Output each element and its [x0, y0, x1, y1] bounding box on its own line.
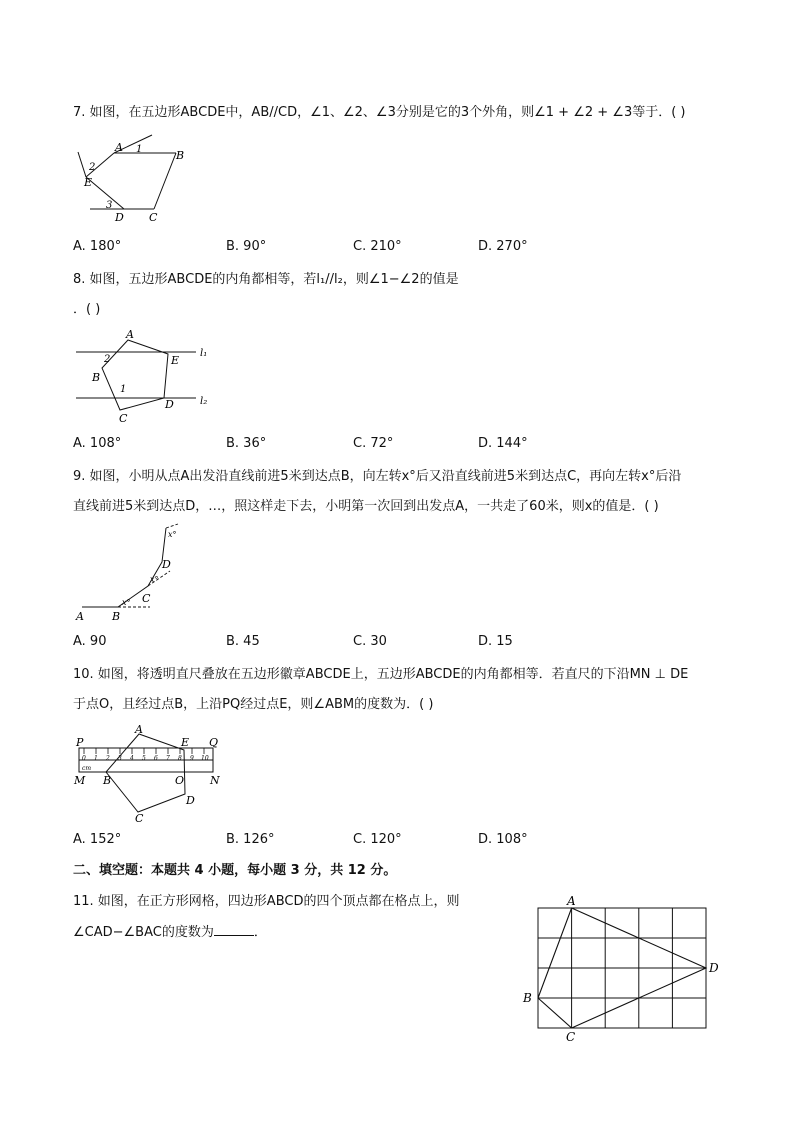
- q8-stem-line1: 8. 如图，五边形ABCDE的内角都相等，若l₁//l₂，则∠1−∠2的值是: [73, 272, 459, 287]
- q8-label-l2: l₂: [200, 396, 208, 407]
- q7-edge-bc: [154, 153, 176, 209]
- q10-pentagon: [106, 734, 185, 812]
- q8-option-b[interactable]: B. 36°: [226, 436, 267, 451]
- q10-stem-line1: 10. 如图，将透明直尺叠放在五边形徽章ABCDE上，五边形ABCDE的内角都相等．若直尺的下沿MN ⊥ DE: [73, 667, 689, 682]
- q10-option-a[interactable]: A. 152°: [73, 832, 122, 847]
- q7-angle-2: 2: [89, 162, 96, 173]
- q8-angle-2: 2: [104, 354, 111, 365]
- q7-ext-e: [78, 152, 86, 177]
- q11-label-d: D: [709, 961, 719, 975]
- q10-label-e: E: [181, 736, 190, 749]
- q10-tick-7: 7: [166, 755, 170, 762]
- q9-angle-x-b: x°: [122, 598, 131, 607]
- q7-label-b: B: [176, 149, 185, 162]
- q8-option-d[interactable]: D. 144°: [478, 436, 528, 451]
- q7-figure: [72, 132, 212, 222]
- q10-label-c: C: [135, 812, 144, 825]
- q11-stem-prefix: ∠CAD−∠BAC的度数为: [73, 925, 214, 940]
- q10-label-o: O: [175, 774, 185, 787]
- q7-option-c[interactable]: C. 210°: [353, 239, 402, 254]
- q9-angle-x-c: x°: [150, 575, 159, 584]
- q8-label-b: B: [92, 371, 101, 384]
- q8-label-c: C: [119, 412, 128, 425]
- q10-tick-10: 10: [201, 755, 209, 762]
- q10-label-m: M: [74, 774, 86, 787]
- q11-answer-blank[interactable]: [214, 923, 254, 936]
- q7-label-a: A: [115, 141, 123, 154]
- q11-label-c: C: [566, 1030, 576, 1044]
- q8-stem-line2: ．( ): [73, 302, 101, 317]
- q8-angle-1: 1: [120, 384, 127, 395]
- q9-option-c[interactable]: C. 30: [353, 634, 387, 649]
- q10-tick-9: 9: [190, 755, 194, 762]
- q8-option-a[interactable]: A. 108°: [73, 436, 122, 451]
- q10-tick-8: 8: [178, 755, 182, 762]
- q9-figure: [72, 524, 192, 624]
- q10-tick-1: 1: [94, 755, 98, 762]
- q11-stem-line1: 11. 如图，在正方形网格，四边形ABCD的四个顶点都在格点上，则: [73, 894, 460, 909]
- q9-label-b: B: [112, 610, 121, 623]
- q9-angle-x-d: x°: [168, 530, 177, 539]
- q8-figure: [72, 328, 212, 423]
- q8-option-c[interactable]: C. 72°: [353, 436, 394, 451]
- section-fill-in-heading: 二、填空题：本题共 4 小题，每小题 3 分，共 12 分。: [73, 863, 397, 878]
- q10-figure: [72, 724, 222, 824]
- q10-tick-3: 3: [118, 755, 122, 762]
- q9-option-a[interactable]: A. 90: [73, 634, 107, 649]
- q10-label-a: A: [135, 723, 143, 736]
- q7-option-b[interactable]: B. 90°: [226, 239, 267, 254]
- q9-label-a: A: [76, 610, 84, 623]
- q7-angle-1: 1: [136, 144, 143, 155]
- q9-option-d[interactable]: D. 15: [478, 634, 513, 649]
- q9-option-b[interactable]: B. 45: [226, 634, 260, 649]
- q10-option-b[interactable]: B. 126°: [226, 832, 275, 847]
- q10-tick-2: 2: [106, 755, 110, 762]
- q9-label-c: C: [142, 592, 151, 605]
- q10-option-c[interactable]: C. 120°: [353, 832, 402, 847]
- q8-label-e: E: [171, 354, 180, 367]
- q10-option-d[interactable]: D. 108°: [478, 832, 528, 847]
- q11-label-a: A: [567, 894, 576, 908]
- q10-label-d: D: [186, 794, 195, 807]
- q10-label-n: N: [210, 774, 220, 787]
- q9-path: [82, 528, 166, 607]
- q7-option-a[interactable]: A. 180°: [73, 239, 122, 254]
- q8-label-a: A: [126, 328, 134, 341]
- q8-label-d: D: [165, 398, 174, 411]
- q11-label-b: B: [523, 991, 532, 1005]
- q8-label-l1: l₁: [200, 348, 208, 359]
- q7-label-e: E: [84, 176, 93, 189]
- q10-tick-0: 0: [82, 755, 86, 762]
- q11-grid: [538, 908, 706, 1028]
- q7-option-d[interactable]: D. 270°: [478, 239, 528, 254]
- q10-tick-6: 6: [154, 755, 158, 762]
- q10-label-p: P: [76, 736, 84, 749]
- q9-ext-d: [166, 524, 178, 528]
- q9-stem-line2: 直线前进5米到达点D，…，照这样走下去，小明第一次回到出发点A，一共走了60米，则x的值是．( ): [73, 499, 659, 514]
- q7-label-d: D: [115, 211, 124, 224]
- q7-angle-3: 3: [106, 200, 113, 211]
- q8-pentagon: [102, 340, 168, 410]
- q10-stem-line2: 于点O，且经过点B，上沿PQ经过点E，则∠ABM的度数为．( ): [73, 697, 434, 712]
- q9-stem-line1: 9. 如图，小明从点A出发沿直线前进5米到达点B，向左转x°后又沿直线前进5米到达点C，再向左转x°后沿: [73, 469, 682, 484]
- q10-tick-5: 5: [142, 755, 146, 762]
- q10-label-q: Q: [209, 736, 219, 749]
- q9-label-d: D: [162, 558, 171, 571]
- q10-tick-4: 4: [130, 755, 134, 762]
- q11-figure: [518, 893, 728, 1043]
- q10-ruler-unit: cm: [82, 765, 92, 772]
- q10-label-b: B: [103, 774, 112, 787]
- q11-stem-suffix: ．: [253, 925, 267, 940]
- q7-label-c: C: [149, 211, 158, 224]
- q7-stem: 7. 如图，在五边形ABCDE中，AB//CD，∠1、∠2、∠3分别是它的3个外角，则∠1 + ∠2 + ∠3等于．( ): [73, 105, 686, 120]
- q11-stem-line2: [73, 923, 267, 942]
